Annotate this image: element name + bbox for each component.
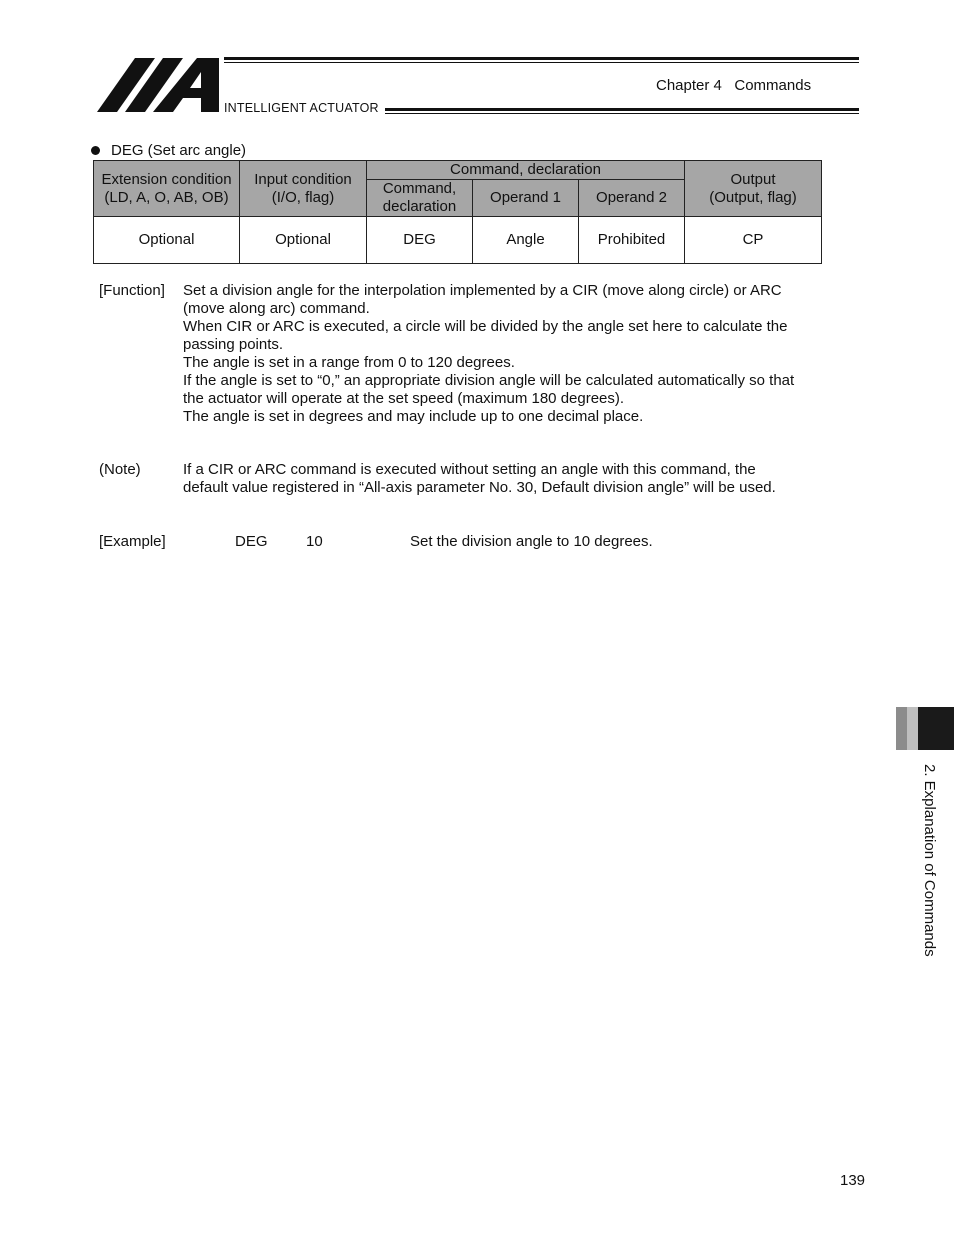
note-label: (Note) <box>99 461 141 478</box>
section-title: DEG (Set arc angle) <box>111 142 247 159</box>
cell-operand-2: Prohibited <box>579 217 685 264</box>
iai-logo <box>97 58 219 112</box>
header-operand-2: Operand 2 <box>579 180 685 217</box>
function-line: The angle is set in degrees and may include up to one decimal place. <box>183 408 644 425</box>
note-line: If a CIR or ARC command is executed without setting an angle with this command, the <box>183 461 756 478</box>
side-tab-marker-light <box>896 707 907 750</box>
cell-operand-1: Angle <box>473 217 579 264</box>
note-text <box>183 461 833 497</box>
function-line: When CIR or ARC is executed, a circle will be divided by the angle set here to calculate the <box>183 318 788 335</box>
side-tab-label: 2. Explanation of Commands <box>921 764 938 957</box>
page-number: 139 <box>840 1172 866 1189</box>
example-description: Set the division angle to 10 degrees. <box>410 533 653 550</box>
bullet-icon <box>91 146 100 155</box>
brand-name: INTELLIGENT ACTUATOR <box>224 101 379 115</box>
cell-command: DEG <box>367 217 473 264</box>
side-tab-marker-lighter <box>907 707 918 750</box>
command-spec-table <box>93 160 822 264</box>
note-line: default value registered in “All-axis parameter No. 30, Default division angle” will be used. <box>183 479 776 496</box>
function-text <box>183 282 833 426</box>
example-command: DEG <box>235 533 268 550</box>
header-command-group: Command, declaration <box>367 161 685 180</box>
cell-output: CP <box>685 217 822 264</box>
header-output: Output (Output, flag) <box>685 161 822 217</box>
side-tab-marker-dark <box>918 707 954 750</box>
function-line: Set a division angle for the interpolation implemented by a CIR (move along circle) or ARC <box>183 282 782 299</box>
example-operand: 10 <box>306 533 323 550</box>
cell-input-condition: Optional <box>240 217 367 264</box>
chapter-title: Chapter 4 Commands <box>656 77 812 94</box>
header-command: Command, declaration <box>367 180 473 217</box>
function-line: If the angle is set to “0,” an appropriate division angle will be calculated automatically so that <box>183 372 795 389</box>
header-rule-top <box>224 57 859 63</box>
function-line: (move along arc) command. <box>183 300 370 317</box>
example-label: [Example] <box>99 533 166 550</box>
header-rule-bottom <box>385 108 859 114</box>
function-line: The angle is set in a range from 0 to 120 degrees. <box>183 354 515 371</box>
function-line: the actuator will operate at the set speed (maximum 180 degrees). <box>183 390 625 407</box>
function-label: [Function] <box>99 282 165 299</box>
table-row <box>94 217 822 264</box>
header-input-condition: Input condition (I/O, flag) <box>240 161 367 217</box>
header-operand-1: Operand 1 <box>473 180 579 217</box>
header-extension-condition: Extension condition (LD, A, O, AB, OB) <box>94 161 240 217</box>
cell-extension-condition: Optional <box>94 217 240 264</box>
function-line: passing points. <box>183 336 284 353</box>
section-heading <box>91 142 246 159</box>
